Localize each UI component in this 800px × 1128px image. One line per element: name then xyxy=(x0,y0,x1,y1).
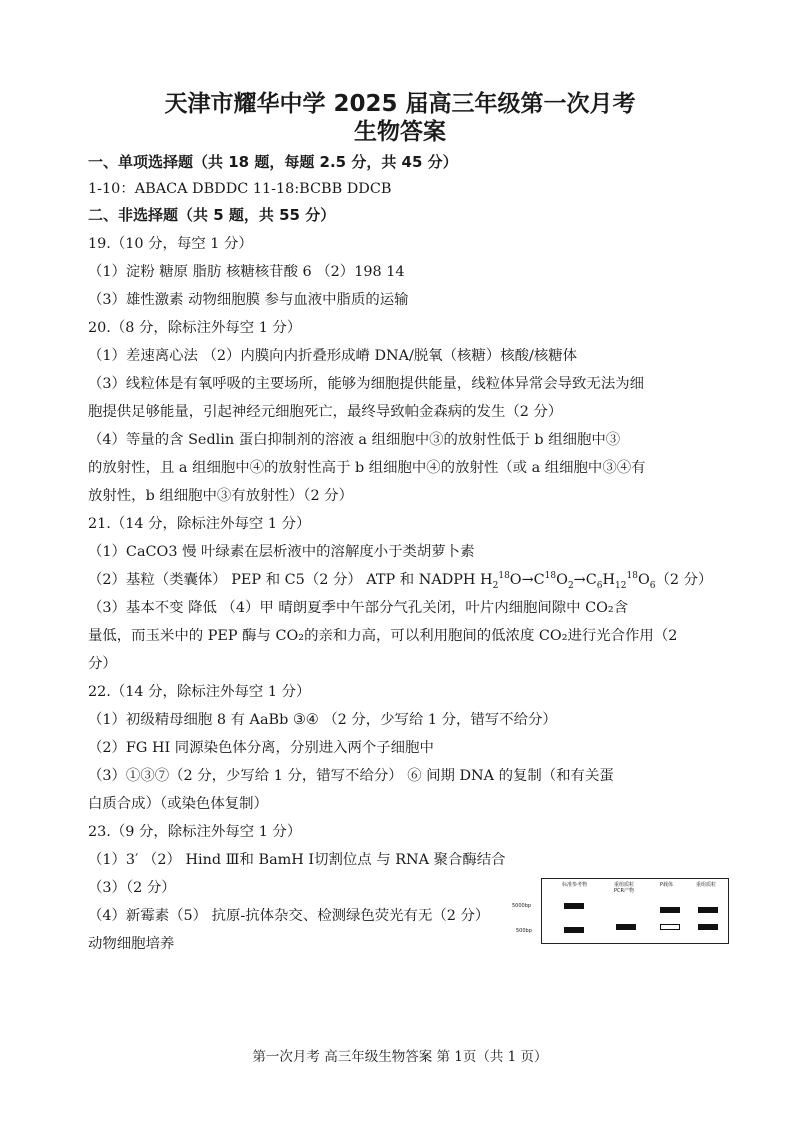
gel-band xyxy=(616,924,636,930)
formula-part: O xyxy=(556,572,568,588)
sub-2: 2 xyxy=(492,580,499,591)
q23-line-4: 动物细胞培养 xyxy=(88,936,175,952)
q19-line-2: （3）雄性激素 动物细胞膜 参与血液中脂质的运输 xyxy=(88,292,409,308)
sup-18: 18 xyxy=(626,571,638,582)
gel-band xyxy=(698,924,718,930)
gel-band xyxy=(660,907,680,913)
q20-line-5: 的放射性，且 a 组细胞中④的放射性高于 b 组细胞中④的放射性（或 a 组细胞中③④有 xyxy=(88,460,646,476)
formula-part: O xyxy=(637,572,650,588)
document-title: 天津市耀华中学 2025 届高三年级第一次月考 xyxy=(164,91,636,117)
gel-marker-label: 5000bp xyxy=(512,903,532,909)
gel-band xyxy=(564,903,584,909)
q21-line-4: 量低，而玉米中的 PEP 酶与 CO₂的亲和力高，可以利用胞间的低浓度 CO₂进行光合作用（2 xyxy=(88,628,678,644)
q21-line-5: 分） xyxy=(88,656,117,672)
q21-line-1: （1）CaCO3 慢 叶绿素在层析液中的溶解度小于类胡萝卜素 xyxy=(88,544,475,560)
q19-line-1: （1）淀粉 糖原 脂肪 核糖核苷酸 6 （2）198 14 xyxy=(88,264,405,280)
q19-heading: 19.（10 分，每空 1 分） xyxy=(88,236,253,252)
sub-6: 6 xyxy=(649,580,656,591)
sub-12: 12 xyxy=(615,580,627,591)
section-1-heading: 一、单项选择题（共 18 题，每题 2.5 分，共 45 分） xyxy=(88,153,458,171)
q21-line-2 xyxy=(88,570,712,590)
q23-heading: 23.（9 分，除标注外每空 1 分） xyxy=(88,824,302,840)
q23-line-1: （1）3′ （2） Hind Ⅲ和 BamH Ⅰ切割位点 与 RNA 聚合酶结合 xyxy=(88,852,506,868)
page-footer: 第一次月考 高三年级生物答案 第 1页（共 1 页） xyxy=(252,1049,548,1065)
q21-heading: 21.（14 分，除标注外每空 1 分） xyxy=(88,516,311,532)
document-subtitle: 生物答案 xyxy=(354,119,446,145)
multiple-choice-answers: 1-10：ABACA DBDDC 11-18:BCBB DDCB xyxy=(88,181,392,197)
q21-line-3: （3）基本不变 降低 （4）甲 晴朗夏季中午部分气孔关闭，叶片内细胞间隙中 CO₂含 xyxy=(88,600,629,616)
sup-18: 18 xyxy=(498,571,510,582)
gel-lane-label: 重组质粒 xyxy=(696,882,717,888)
q20-line-1: （1）差速离心法 （2）内膜向内折叠形成嵴 DNA/脱氧（核糖）核酸/核糖体 xyxy=(88,348,578,364)
gel-band xyxy=(698,907,718,913)
section-2-heading: 二、非选择题（共 5 题，共 55 分） xyxy=(88,206,336,224)
formula-part: →C xyxy=(573,572,597,588)
formula-part: H xyxy=(602,572,616,588)
gel-band-empty xyxy=(660,924,680,930)
q20-heading: 20.（8 分，除标注外每空 1 分） xyxy=(88,320,302,336)
q22-line-3: （3）①③⑦（2 分，少写给 1 分，错写不给分） ⑥ 间期 DNA 的复制（和有关蛋 xyxy=(88,768,614,784)
q22-heading: 22.（14 分，除标注外每空 1 分） xyxy=(88,684,311,700)
formula-part: O→C xyxy=(509,572,545,588)
q23-line-2: （3）（2 分） xyxy=(88,880,176,896)
q20-line-2: （3）线粒体是有氧呼吸的主要场所，能够为细胞提供能量，线粒体异常会导致无法为细 xyxy=(88,376,645,392)
gel-marker-label: 500bp xyxy=(516,928,532,934)
gel-electrophoresis-diagram xyxy=(512,878,729,944)
q20-line-6: 放射性，b 组细胞中③有放射性）（2 分） xyxy=(88,488,353,504)
sup-18: 18 xyxy=(544,571,557,582)
q22-line-2: （2）FG HI 同源染色体分离，分别进入两个子细胞中 xyxy=(88,740,434,756)
gel-lane-label: 标准参考物 xyxy=(562,882,588,888)
gel-band xyxy=(564,927,584,933)
sub-2: 2 xyxy=(567,580,574,591)
q22-line-1: （1）初级精母细胞 8 有 AaBb ③④ （2 分，少写给 1 分，错写不给分） xyxy=(88,712,557,728)
q20-line-3: 胞提供足够能量，引起神经元细胞死亡，最终导致帕金森病的发生（2 分） xyxy=(88,404,563,420)
gel-lane-label: 重组质粒PCR产物 xyxy=(613,882,634,894)
q21-l2-score: （2 分） xyxy=(655,572,713,588)
q22-line-4: 白质合成）（或染色体复制） xyxy=(88,796,268,812)
q23-line-3: （4）新霉素（5） 抗原-抗体杂交、检测绿色荧光有无（2 分） xyxy=(88,908,490,924)
q20-line-4: （4）等量的含 Sedlin 蛋白抑制剂的溶液 a 组细胞中③的放射性低于 b 组细胞中③ xyxy=(88,432,621,448)
q21-l2-text: （2）基粒（类囊体） PEP 和 C5（2 分） ATP 和 NADPH H xyxy=(88,572,493,588)
gel-lane-label: P载体 xyxy=(660,882,674,888)
sub-6: 6 xyxy=(596,580,603,591)
